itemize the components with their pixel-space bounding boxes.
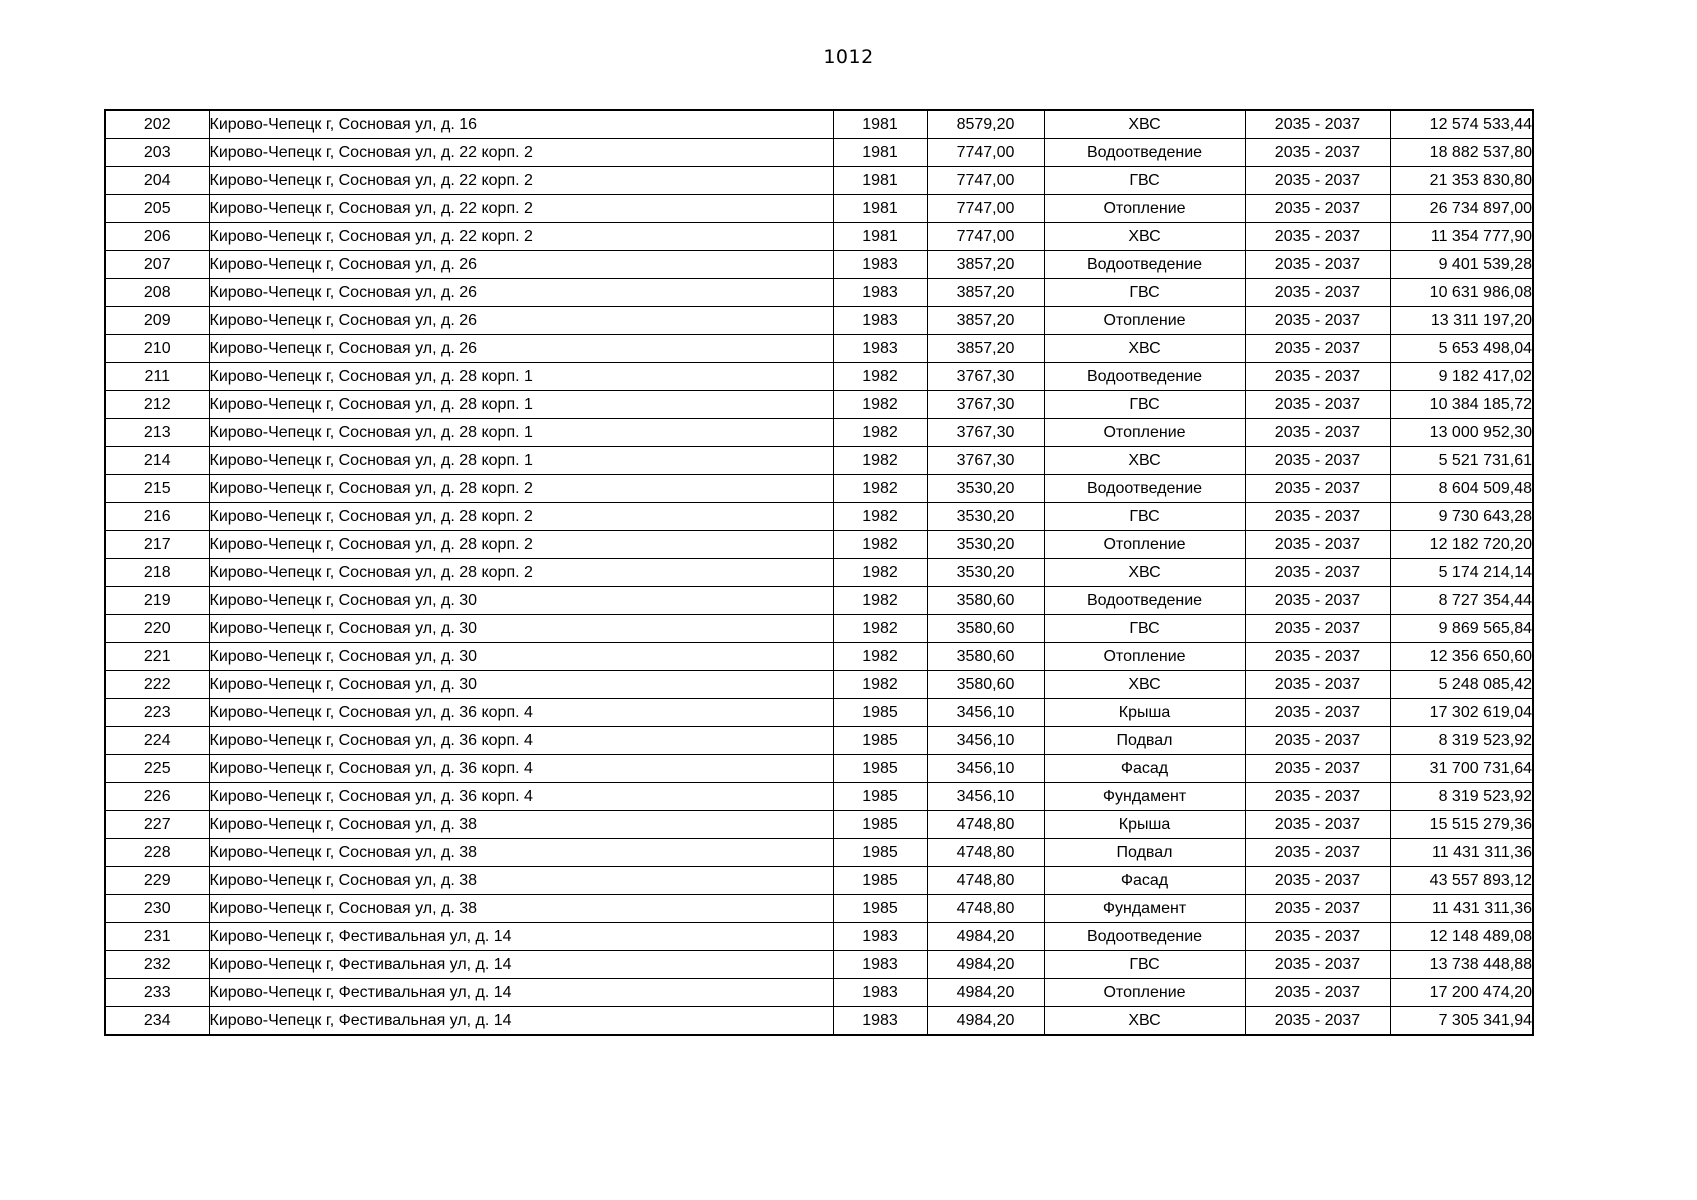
address-cell: Кирово-Чепецк г, Сосновая ул, д. 22 корп. 2	[209, 195, 833, 223]
area-cell: 3857,20	[927, 307, 1044, 335]
address-cell: Кирово-Чепецк г, Сосновая ул, д. 28 корп. 1	[209, 363, 833, 391]
year-cell: 1985	[833, 783, 927, 811]
work-type-cell: Водоотведение	[1044, 587, 1245, 615]
work-type-cell: Водоотведение	[1044, 923, 1245, 951]
address-cell: Кирово-Чепецк г, Фестивальная ул, д. 14	[209, 923, 833, 951]
table-row	[105, 419, 1533, 447]
cost-cell: 13 311 197,20	[1390, 307, 1533, 335]
address-cell: Кирово-Чепецк г, Сосновая ул, д. 26	[209, 307, 833, 335]
row-number-cell: 203	[105, 139, 209, 167]
year-cell: 1983	[833, 923, 927, 951]
period-cell: 2035 - 2037	[1245, 699, 1390, 727]
period-cell: 2035 - 2037	[1245, 307, 1390, 335]
period-cell: 2035 - 2037	[1245, 671, 1390, 699]
table-body	[105, 110, 1533, 1035]
address-cell: Кирово-Чепецк г, Сосновая ул, д. 38	[209, 867, 833, 895]
work-type-cell: Подвал	[1044, 839, 1245, 867]
area-cell: 7747,00	[927, 167, 1044, 195]
area-cell: 4984,20	[927, 1007, 1044, 1036]
year-cell: 1982	[833, 643, 927, 671]
area-cell: 3456,10	[927, 783, 1044, 811]
cost-cell: 12 182 720,20	[1390, 531, 1533, 559]
address-cell: Кирово-Чепецк г, Сосновая ул, д. 38	[209, 811, 833, 839]
cost-cell: 8 727 354,44	[1390, 587, 1533, 615]
work-type-cell: Отопление	[1044, 979, 1245, 1007]
cost-cell: 21 353 830,80	[1390, 167, 1533, 195]
work-type-cell: ГВС	[1044, 615, 1245, 643]
work-type-cell: Фундамент	[1044, 895, 1245, 923]
cost-cell: 10 384 185,72	[1390, 391, 1533, 419]
row-number-cell: 222	[105, 671, 209, 699]
period-cell: 2035 - 2037	[1245, 335, 1390, 363]
row-number-cell: 205	[105, 195, 209, 223]
year-cell: 1985	[833, 811, 927, 839]
work-type-cell: Фасад	[1044, 867, 1245, 895]
area-cell: 3456,10	[927, 699, 1044, 727]
year-cell: 1982	[833, 447, 927, 475]
cost-cell: 11 431 311,36	[1390, 895, 1533, 923]
cost-cell: 11 431 311,36	[1390, 839, 1533, 867]
table-row	[105, 139, 1533, 167]
row-number-cell: 232	[105, 951, 209, 979]
period-cell: 2035 - 2037	[1245, 223, 1390, 251]
cost-cell: 5 653 498,04	[1390, 335, 1533, 363]
work-type-cell: ГВС	[1044, 279, 1245, 307]
year-cell: 1981	[833, 110, 927, 139]
table-row	[105, 195, 1533, 223]
area-cell: 3857,20	[927, 251, 1044, 279]
address-cell: Кирово-Чепецк г, Сосновая ул, д. 22 корп. 2	[209, 139, 833, 167]
row-number-cell: 231	[105, 923, 209, 951]
cost-cell: 43 557 893,12	[1390, 867, 1533, 895]
row-number-cell: 224	[105, 727, 209, 755]
address-cell: Кирово-Чепецк г, Сосновая ул, д. 28 корп. 2	[209, 531, 833, 559]
row-number-cell: 233	[105, 979, 209, 1007]
row-number-cell: 214	[105, 447, 209, 475]
area-cell: 3456,10	[927, 755, 1044, 783]
table-row	[105, 475, 1533, 503]
year-cell: 1985	[833, 895, 927, 923]
table-row	[105, 110, 1533, 139]
period-cell: 2035 - 2037	[1245, 110, 1390, 139]
year-cell: 1983	[833, 951, 927, 979]
table-row	[105, 307, 1533, 335]
works-table	[104, 109, 1534, 1036]
table-row	[105, 559, 1533, 587]
row-number-cell: 208	[105, 279, 209, 307]
address-cell: Кирово-Чепецк г, Сосновая ул, д. 28 корп. 2	[209, 475, 833, 503]
period-cell: 2035 - 2037	[1245, 615, 1390, 643]
address-cell: Кирово-Чепецк г, Фестивальная ул, д. 14	[209, 979, 833, 1007]
cost-cell: 7 305 341,94	[1390, 1007, 1533, 1036]
year-cell: 1981	[833, 223, 927, 251]
cost-cell: 15 515 279,36	[1390, 811, 1533, 839]
cost-cell: 13 000 952,30	[1390, 419, 1533, 447]
row-number-cell: 227	[105, 811, 209, 839]
address-cell: Кирово-Чепецк г, Сосновая ул, д. 26	[209, 335, 833, 363]
area-cell: 4748,80	[927, 839, 1044, 867]
period-cell: 2035 - 2037	[1245, 419, 1390, 447]
work-type-cell: ХВС	[1044, 1007, 1245, 1036]
area-cell: 8579,20	[927, 110, 1044, 139]
work-type-cell: Крыша	[1044, 811, 1245, 839]
address-cell: Кирово-Чепецк г, Сосновая ул, д. 38	[209, 895, 833, 923]
table-row	[105, 783, 1533, 811]
cost-cell: 9 730 643,28	[1390, 503, 1533, 531]
row-number-cell: 217	[105, 531, 209, 559]
table-row	[105, 727, 1533, 755]
work-type-cell: Отопление	[1044, 195, 1245, 223]
address-cell: Кирово-Чепецк г, Сосновая ул, д. 28 корп. 1	[209, 391, 833, 419]
area-cell: 4748,80	[927, 811, 1044, 839]
work-type-cell: ХВС	[1044, 671, 1245, 699]
work-type-cell: Подвал	[1044, 727, 1245, 755]
cost-cell: 12 356 650,60	[1390, 643, 1533, 671]
row-number-cell: 229	[105, 867, 209, 895]
table-row	[105, 167, 1533, 195]
cost-cell: 13 738 448,88	[1390, 951, 1533, 979]
area-cell: 3857,20	[927, 279, 1044, 307]
period-cell: 2035 - 2037	[1245, 195, 1390, 223]
cost-cell: 9 869 565,84	[1390, 615, 1533, 643]
work-type-cell: Фасад	[1044, 755, 1245, 783]
work-type-cell: ХВС	[1044, 335, 1245, 363]
period-cell: 2035 - 2037	[1245, 251, 1390, 279]
address-cell: Кирово-Чепецк г, Сосновая ул, д. 30	[209, 643, 833, 671]
area-cell: 3580,60	[927, 643, 1044, 671]
table-row	[105, 1007, 1533, 1036]
period-cell: 2035 - 2037	[1245, 811, 1390, 839]
row-number-cell: 213	[105, 419, 209, 447]
address-cell: Кирово-Чепецк г, Сосновая ул, д. 36 корп. 4	[209, 783, 833, 811]
period-cell: 2035 - 2037	[1245, 839, 1390, 867]
address-cell: Кирово-Чепецк г, Сосновая ул, д. 26	[209, 251, 833, 279]
cost-cell: 5 248 085,42	[1390, 671, 1533, 699]
area-cell: 3530,20	[927, 559, 1044, 587]
table-row	[105, 895, 1533, 923]
work-type-cell: Фундамент	[1044, 783, 1245, 811]
area-cell: 3580,60	[927, 615, 1044, 643]
period-cell: 2035 - 2037	[1245, 167, 1390, 195]
page-number: 1012	[823, 46, 874, 68]
table-row	[105, 279, 1533, 307]
period-cell: 2035 - 2037	[1245, 979, 1390, 1007]
period-cell: 2035 - 2037	[1245, 923, 1390, 951]
row-number-cell: 202	[105, 110, 209, 139]
work-type-cell: ХВС	[1044, 447, 1245, 475]
work-type-cell: Водоотведение	[1044, 363, 1245, 391]
table-row	[105, 811, 1533, 839]
table-row	[105, 867, 1533, 895]
cost-cell: 8 319 523,92	[1390, 727, 1533, 755]
work-type-cell: Крыша	[1044, 699, 1245, 727]
table-row	[105, 755, 1533, 783]
year-cell: 1983	[833, 279, 927, 307]
work-type-cell: ГВС	[1044, 391, 1245, 419]
table-row	[105, 503, 1533, 531]
address-cell: Кирово-Чепецк г, Сосновая ул, д. 26	[209, 279, 833, 307]
table-row	[105, 699, 1533, 727]
work-type-cell: Отопление	[1044, 419, 1245, 447]
work-type-cell: Водоотведение	[1044, 139, 1245, 167]
work-type-cell: Водоотведение	[1044, 251, 1245, 279]
year-cell: 1981	[833, 195, 927, 223]
area-cell: 3580,60	[927, 671, 1044, 699]
address-cell: Кирово-Чепецк г, Сосновая ул, д. 22 корп. 2	[209, 167, 833, 195]
row-number-cell: 228	[105, 839, 209, 867]
area-cell: 3530,20	[927, 531, 1044, 559]
year-cell: 1982	[833, 559, 927, 587]
table-row	[105, 363, 1533, 391]
row-number-cell: 216	[105, 503, 209, 531]
address-cell: Кирово-Чепецк г, Сосновая ул, д. 28 корп. 2	[209, 559, 833, 587]
row-number-cell: 207	[105, 251, 209, 279]
work-type-cell: Водоотведение	[1044, 475, 1245, 503]
year-cell: 1985	[833, 867, 927, 895]
work-type-cell: ХВС	[1044, 559, 1245, 587]
address-cell: Кирово-Чепецк г, Сосновая ул, д. 30	[209, 671, 833, 699]
cost-cell: 8 319 523,92	[1390, 783, 1533, 811]
address-cell: Кирово-Чепецк г, Сосновая ул, д. 38	[209, 839, 833, 867]
area-cell: 4984,20	[927, 979, 1044, 1007]
area-cell: 4984,20	[927, 951, 1044, 979]
table-row	[105, 335, 1533, 363]
address-cell: Кирово-Чепецк г, Сосновая ул, д. 30	[209, 587, 833, 615]
row-number-cell: 209	[105, 307, 209, 335]
period-cell: 2035 - 2037	[1245, 783, 1390, 811]
address-cell: Кирово-Чепецк г, Сосновая ул, д. 36 корп. 4	[209, 755, 833, 783]
year-cell: 1982	[833, 363, 927, 391]
table-row	[105, 671, 1533, 699]
address-cell: Кирово-Чепецк г, Фестивальная ул, д. 14	[209, 1007, 833, 1036]
table-row	[105, 391, 1533, 419]
period-cell: 2035 - 2037	[1245, 727, 1390, 755]
period-cell: 2035 - 2037	[1245, 531, 1390, 559]
row-number-cell: 212	[105, 391, 209, 419]
table-row	[105, 951, 1533, 979]
period-cell: 2035 - 2037	[1245, 951, 1390, 979]
work-type-cell: Отопление	[1044, 307, 1245, 335]
period-cell: 2035 - 2037	[1245, 363, 1390, 391]
row-number-cell: 234	[105, 1007, 209, 1036]
row-number-cell: 218	[105, 559, 209, 587]
table-row	[105, 979, 1533, 1007]
year-cell: 1983	[833, 307, 927, 335]
area-cell: 7747,00	[927, 139, 1044, 167]
address-cell: Кирово-Чепецк г, Сосновая ул, д. 28 корп. 1	[209, 419, 833, 447]
cost-cell: 5 174 214,14	[1390, 559, 1533, 587]
cost-cell: 12 574 533,44	[1390, 110, 1533, 139]
cost-cell: 11 354 777,90	[1390, 223, 1533, 251]
area-cell: 3767,30	[927, 391, 1044, 419]
cost-cell: 10 631 986,08	[1390, 279, 1533, 307]
period-cell: 2035 - 2037	[1245, 503, 1390, 531]
area-cell: 7747,00	[927, 223, 1044, 251]
year-cell: 1982	[833, 671, 927, 699]
table-row	[105, 923, 1533, 951]
address-cell: Кирово-Чепецк г, Сосновая ул, д. 36 корп. 4	[209, 699, 833, 727]
year-cell: 1982	[833, 391, 927, 419]
cost-cell: 17 200 474,20	[1390, 979, 1533, 1007]
area-cell: 7747,00	[927, 195, 1044, 223]
year-cell: 1981	[833, 139, 927, 167]
row-number-cell: 206	[105, 223, 209, 251]
year-cell: 1983	[833, 1007, 927, 1036]
cost-cell: 8 604 509,48	[1390, 475, 1533, 503]
period-cell: 2035 - 2037	[1245, 475, 1390, 503]
year-cell: 1985	[833, 839, 927, 867]
period-cell: 2035 - 2037	[1245, 559, 1390, 587]
row-number-cell: 220	[105, 615, 209, 643]
area-cell: 4748,80	[927, 895, 1044, 923]
year-cell: 1983	[833, 335, 927, 363]
area-cell: 3456,10	[927, 727, 1044, 755]
period-cell: 2035 - 2037	[1245, 587, 1390, 615]
row-number-cell: 219	[105, 587, 209, 615]
work-type-cell: ХВС	[1044, 110, 1245, 139]
table-row	[105, 587, 1533, 615]
work-type-cell: ГВС	[1044, 503, 1245, 531]
table-row	[105, 251, 1533, 279]
area-cell: 3767,30	[927, 363, 1044, 391]
cost-cell: 5 521 731,61	[1390, 447, 1533, 475]
work-type-cell: Отопление	[1044, 643, 1245, 671]
period-cell: 2035 - 2037	[1245, 391, 1390, 419]
year-cell: 1982	[833, 475, 927, 503]
year-cell: 1982	[833, 587, 927, 615]
year-cell: 1982	[833, 615, 927, 643]
period-cell: 2035 - 2037	[1245, 279, 1390, 307]
row-number-cell: 215	[105, 475, 209, 503]
address-cell: Кирово-Чепецк г, Сосновая ул, д. 30	[209, 615, 833, 643]
work-type-cell: ХВС	[1044, 223, 1245, 251]
row-number-cell: 210	[105, 335, 209, 363]
row-number-cell: 226	[105, 783, 209, 811]
year-cell: 1983	[833, 251, 927, 279]
row-number-cell: 230	[105, 895, 209, 923]
address-cell: Кирово-Чепецк г, Сосновая ул, д. 16	[209, 110, 833, 139]
cost-cell: 31 700 731,64	[1390, 755, 1533, 783]
address-cell: Кирово-Чепецк г, Сосновая ул, д. 28 корп. 1	[209, 447, 833, 475]
cost-cell: 12 148 489,08	[1390, 923, 1533, 951]
cost-cell: 17 302 619,04	[1390, 699, 1533, 727]
row-number-cell: 211	[105, 363, 209, 391]
year-cell: 1985	[833, 727, 927, 755]
table-row	[105, 839, 1533, 867]
area-cell: 3767,30	[927, 447, 1044, 475]
address-cell: Кирово-Чепецк г, Фестивальная ул, д. 14	[209, 951, 833, 979]
cost-cell: 18 882 537,80	[1390, 139, 1533, 167]
address-cell: Кирово-Чепецк г, Сосновая ул, д. 28 корп. 2	[209, 503, 833, 531]
year-cell: 1985	[833, 755, 927, 783]
area-cell: 4984,20	[927, 923, 1044, 951]
period-cell: 2035 - 2037	[1245, 643, 1390, 671]
period-cell: 2035 - 2037	[1245, 447, 1390, 475]
row-number-cell: 225	[105, 755, 209, 783]
area-cell: 3580,60	[927, 587, 1044, 615]
area-cell: 3767,30	[927, 419, 1044, 447]
year-cell: 1983	[833, 979, 927, 1007]
year-cell: 1982	[833, 419, 927, 447]
area-cell: 3530,20	[927, 475, 1044, 503]
area-cell: 4748,80	[927, 867, 1044, 895]
row-number-cell: 223	[105, 699, 209, 727]
cost-cell: 26 734 897,00	[1390, 195, 1533, 223]
year-cell: 1982	[833, 531, 927, 559]
table-row	[105, 531, 1533, 559]
address-cell: Кирово-Чепецк г, Сосновая ул, д. 22 корп. 2	[209, 223, 833, 251]
table-row	[105, 223, 1533, 251]
period-cell: 2035 - 2037	[1245, 139, 1390, 167]
area-cell: 3857,20	[927, 335, 1044, 363]
year-cell: 1982	[833, 503, 927, 531]
table-row	[105, 447, 1533, 475]
period-cell: 2035 - 2037	[1245, 755, 1390, 783]
work-type-cell: Отопление	[1044, 531, 1245, 559]
table-row	[105, 615, 1533, 643]
row-number-cell: 204	[105, 167, 209, 195]
year-cell: 1981	[833, 167, 927, 195]
table-row	[105, 643, 1533, 671]
cost-cell: 9 401 539,28	[1390, 251, 1533, 279]
work-type-cell: ГВС	[1044, 167, 1245, 195]
year-cell: 1985	[833, 699, 927, 727]
area-cell: 3530,20	[927, 503, 1044, 531]
row-number-cell: 221	[105, 643, 209, 671]
period-cell: 2035 - 2037	[1245, 867, 1390, 895]
cost-cell: 9 182 417,02	[1390, 363, 1533, 391]
work-type-cell: ГВС	[1044, 951, 1245, 979]
period-cell: 2035 - 2037	[1245, 1007, 1390, 1036]
period-cell: 2035 - 2037	[1245, 895, 1390, 923]
address-cell: Кирово-Чепецк г, Сосновая ул, д. 36 корп. 4	[209, 727, 833, 755]
